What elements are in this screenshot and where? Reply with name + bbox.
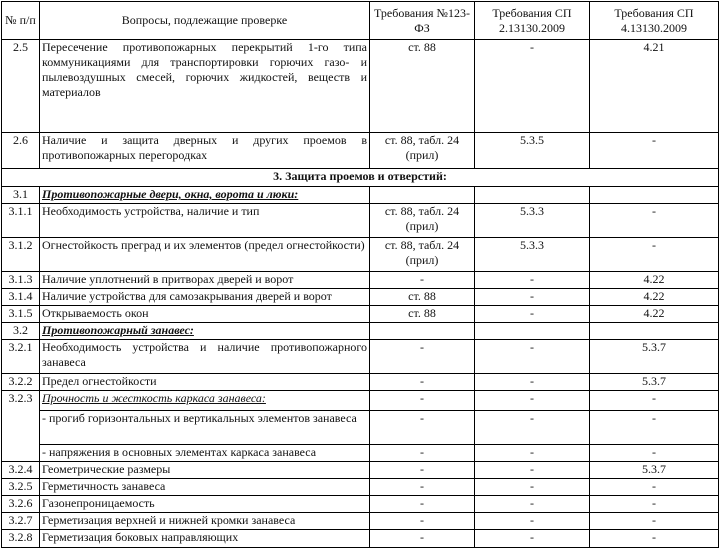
row-req-sp4: 5.3.7 — [590, 462, 719, 479]
row-req-sp4: - — [590, 411, 719, 445]
row-req-sp4: 4.21 — [590, 40, 719, 133]
row-question: - напряжения в основных элементах каркаса занавеса — [40, 445, 370, 462]
row-req-fz: ст. 88 — [370, 306, 475, 323]
row-req-fz: - — [370, 391, 475, 411]
section-row — [2, 169, 719, 187]
header-num: № п/п — [2, 2, 40, 40]
row-req-sp4: 4.22 — [590, 306, 719, 323]
table-row — [2, 479, 719, 496]
row-req-fz: - — [370, 374, 475, 391]
row-number: 3.2.1 — [2, 340, 40, 374]
row-req-fz: - — [370, 513, 475, 530]
section-title: 3. Защита проемов и отверстий: — [2, 169, 719, 187]
table-row — [2, 462, 719, 479]
row-question: Необходимость устройства, наличие и тип — [40, 204, 370, 238]
row-req-sp4: - — [590, 496, 719, 513]
row-number: 3.2 — [2, 323, 40, 340]
row-req-fz: - — [370, 462, 475, 479]
row-question: Герметизация боковых направляющих — [40, 530, 370, 548]
table-row — [2, 513, 719, 530]
row-req-fz — [370, 323, 475, 340]
header-req-sp4: Требования СП 4.13130.2009 — [590, 2, 719, 40]
row-req-fz: - — [370, 445, 475, 462]
row-number: 3.2.6 — [2, 496, 40, 513]
row-question: Огнестойкость преград и их элементов (предел огнестойкости) — [40, 238, 370, 272]
table-row — [2, 272, 719, 289]
row-req-sp4: 4.22 — [590, 289, 719, 306]
row-req-fz: - — [370, 496, 475, 513]
row-req-sp2: 5.3.3 — [475, 204, 590, 238]
table-row — [2, 133, 719, 169]
row-req-sp2: - — [475, 513, 590, 530]
row-req-sp4: - — [590, 513, 719, 530]
row-req-sp2: - — [475, 289, 590, 306]
row-question: Геометрические размеры — [40, 462, 370, 479]
row-req-sp2: - — [475, 306, 590, 323]
row-req-fz: ст. 88, табл. 24 (прил) — [370, 204, 475, 238]
header-question: Вопросы, подлежащие проверке — [40, 2, 370, 40]
table-row — [2, 496, 719, 513]
row-number: 3.1 — [2, 187, 40, 204]
row-question: Пересечение противопожарных перекрытий 1-го типа коммуникациями для транспортировки горючих газо- и пылевоздушных смесей, горючих жидкостей, веществ и материалов — [40, 40, 370, 133]
row-req-sp2: - — [475, 530, 590, 548]
row-question: Герметичность занавеса — [40, 479, 370, 496]
row-req-sp2 — [475, 323, 590, 340]
table-row — [2, 204, 719, 238]
row-number: 3.2.4 — [2, 462, 40, 479]
row-req-sp4: 5.3.7 — [590, 340, 719, 374]
row-req-fz: ст. 88 — [370, 289, 475, 306]
row-number: 3.1.5 — [2, 306, 40, 323]
row-req-sp4: - — [590, 391, 719, 411]
row-req-sp2: - — [475, 40, 590, 133]
table-row — [2, 530, 719, 548]
row-req-sp4 — [590, 323, 719, 340]
row-req-sp2: 5.3.3 — [475, 238, 590, 272]
row-number: 3.2.5 — [2, 479, 40, 496]
row-req-sp4: - — [590, 530, 719, 548]
row-question: Газонепроницаемость — [40, 496, 370, 513]
row-req-sp2: - — [475, 479, 590, 496]
row-req-fz: ст. 88 — [370, 40, 475, 133]
row-number: 3.2.3 — [2, 391, 40, 462]
row-req-sp4: 5.3.7 — [590, 374, 719, 391]
row-req-sp2: - — [475, 462, 590, 479]
table-row — [2, 445, 719, 462]
row-number: 3.1.3 — [2, 272, 40, 289]
row-question: Открываемость окон — [40, 306, 370, 323]
row-question: Герметизация верхней и нижней кромки занавеса — [40, 513, 370, 530]
header-req-fz: Требования №123-ФЗ — [370, 2, 475, 40]
row-number: 3.2.8 — [2, 530, 40, 548]
row-req-sp4: - — [590, 204, 719, 238]
row-question: - прогиб горизонтальных и вертикальных элементов занавеса — [40, 411, 370, 445]
row-req-sp4: 4.22 — [590, 272, 719, 289]
row-number: 3.1.1 — [2, 204, 40, 238]
row-number: 2.5 — [2, 40, 40, 133]
row-req-sp2: - — [475, 411, 590, 445]
row-req-sp2: - — [475, 374, 590, 391]
table-row — [2, 289, 719, 306]
row-question: Прочность и жесткость каркаса занавеса: — [40, 391, 370, 411]
row-req-fz: - — [370, 479, 475, 496]
table-row — [2, 340, 719, 374]
row-number: 3.1.2 — [2, 238, 40, 272]
row-req-sp4: - — [590, 133, 719, 169]
row-question: Наличие уплотнений в притворах дверей и ворот — [40, 272, 370, 289]
row-number: 3.2.7 — [2, 513, 40, 530]
row-req-sp4: - — [590, 445, 719, 462]
header-req-sp2: Требования СП 2.13130.2009 — [475, 2, 590, 40]
row-req-sp4 — [590, 187, 719, 204]
row-req-fz: ст. 88, табл. 24 (прил) — [370, 238, 475, 272]
row-req-sp2: - — [475, 272, 590, 289]
row-req-fz: - — [370, 272, 475, 289]
row-req-fz: - — [370, 340, 475, 374]
table-row — [2, 187, 719, 204]
row-req-sp2: - — [475, 496, 590, 513]
row-req-fz: - — [370, 411, 475, 445]
table-row — [2, 323, 719, 340]
row-req-sp4: - — [590, 479, 719, 496]
row-req-sp2 — [475, 187, 590, 204]
row-question: Предел огнестойкости — [40, 374, 370, 391]
table-row — [2, 391, 719, 411]
row-number: 2.6 — [2, 133, 40, 169]
table-row — [2, 40, 719, 133]
row-req-sp2: - — [475, 391, 590, 411]
row-number: 3.1.4 — [2, 289, 40, 306]
table-row — [2, 374, 719, 391]
row-req-fz — [370, 187, 475, 204]
table-row — [2, 306, 719, 323]
row-question: Противопожарные двери, окна, ворота и люки: — [40, 187, 370, 204]
row-question: Наличие и защита дверных и других проемов в противопожарных перегородках — [40, 133, 370, 169]
table-row — [2, 411, 719, 445]
row-req-sp2: - — [475, 340, 590, 374]
row-req-sp2: 5.3.5 — [475, 133, 590, 169]
table-row — [2, 238, 719, 272]
row-question: Необходимость устройства и наличие противопожарного занавеса — [40, 340, 370, 374]
header-row — [2, 2, 719, 40]
row-req-fz: - — [370, 530, 475, 548]
row-req-sp4: - — [590, 238, 719, 272]
row-req-fz: ст. 88, табл. 24 (прил) — [370, 133, 475, 169]
row-question: Наличие устройства для самозакрывания дверей и ворот — [40, 289, 370, 306]
row-question: Противопожарный занавес: — [40, 323, 370, 340]
row-req-sp2: - — [475, 445, 590, 462]
row-number: 3.2.2 — [2, 374, 40, 391]
inspection-table — [1, 1, 719, 548]
